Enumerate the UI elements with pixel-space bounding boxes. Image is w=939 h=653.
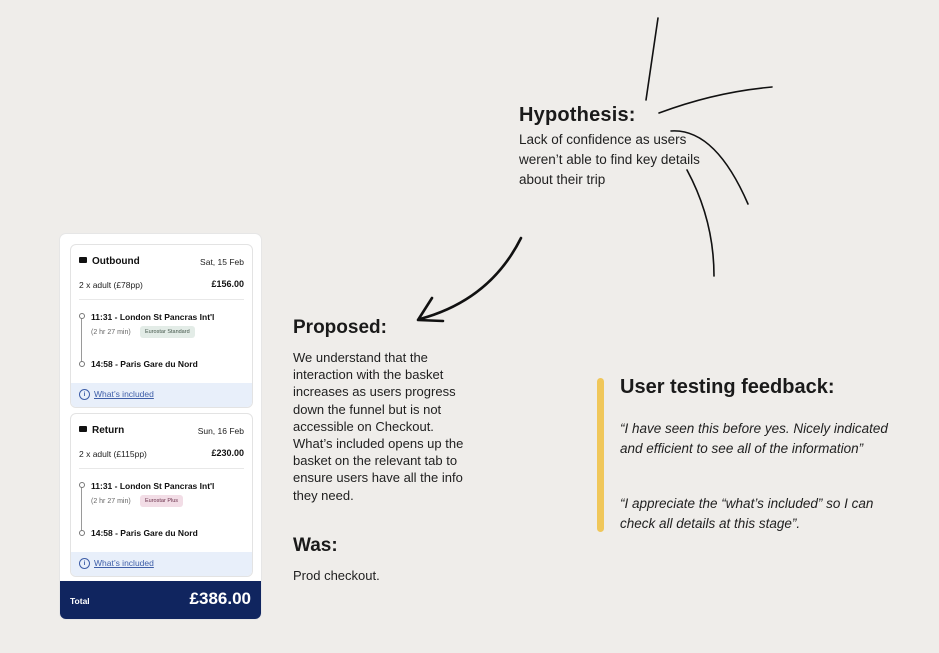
- whats-included-link[interactable]: What’s included: [94, 389, 154, 399]
- hypothesis-body: Lack of confidence as users weren’t able to find key details about their trip: [519, 132, 700, 187]
- return-departure: 11:31 - London St Pancras Int'l: [91, 481, 215, 491]
- timeline-dot: [79, 530, 85, 536]
- whats-included-row: [71, 552, 252, 576]
- timeline-line: [81, 485, 82, 533]
- timeline-dot: [79, 313, 85, 319]
- outbound-date: Sat, 15 Feb: [200, 257, 244, 267]
- outbound-departure: 11:31 - London St Pancras Int'l: [91, 312, 215, 322]
- outbound-header: [79, 256, 140, 267]
- feedback-quote: “I appreciate the “what’s included” so I can check all details at this stage”.: [620, 496, 874, 531]
- info-icon: i: [79, 389, 90, 400]
- return-date: Sun, 16 Feb: [197, 426, 244, 436]
- proposed-body: We understand that the interaction with the basket increases as users progress down the funnel but is not accessible on Checkout. What’s included opens up the basket on the relevant tab to ensure users have all the info they need.: [293, 350, 464, 503]
- return-passengers: 2 x adult (£115pp): [79, 449, 147, 459]
- fare-class-badge: Eurostar Standard: [140, 326, 195, 338]
- was-body: Prod checkout.: [293, 568, 380, 583]
- return-price: £230.00: [211, 448, 244, 458]
- total-label: Total: [70, 596, 90, 606]
- arrow-stroke: [420, 238, 521, 319]
- outbound-price: £156.00: [211, 279, 244, 289]
- total-value: £386.00: [189, 589, 251, 608]
- outbound-arrival: 14:58 - Paris Gare du Nord: [91, 359, 198, 369]
- return-arrival: 14:58 - Paris Gare du Nord: [91, 528, 198, 538]
- divider: [79, 299, 244, 300]
- divider: [79, 468, 244, 469]
- return-journey-card: [70, 413, 253, 577]
- outbound-passengers: 2 x adult (£78pp): [79, 280, 143, 290]
- train-icon: [79, 257, 87, 263]
- return-header: [79, 425, 124, 436]
- emphasis-stroke: [659, 87, 772, 113]
- info-icon: i: [79, 558, 90, 569]
- feedback-quote: “I have seen this before yes. Nicely indicated and efficient to see all of the information”: [620, 421, 888, 456]
- basket-card: [60, 234, 261, 619]
- proposed-title: Proposed:: [293, 317, 387, 338]
- whats-included-link[interactable]: What’s included: [94, 558, 154, 568]
- feedback-accent-bar: [597, 378, 604, 532]
- outbound-duration: (2 hr 27 min): [91, 329, 131, 336]
- train-icon: [79, 426, 87, 432]
- total-bar: [60, 581, 261, 619]
- emphasis-stroke: [646, 18, 658, 100]
- outbound-label: Outbound: [92, 256, 140, 267]
- outbound-journey-card: [70, 244, 253, 408]
- timeline-dot: [79, 482, 85, 488]
- timeline-dot: [79, 361, 85, 367]
- feedback-title: User testing feedback:: [620, 376, 835, 398]
- whats-included-row: [71, 383, 252, 407]
- return-label: Return: [92, 425, 125, 436]
- was-title: Was:: [293, 535, 338, 556]
- fare-class-badge: Eurostar Plus: [140, 495, 183, 507]
- return-duration: (2 hr 27 min): [91, 498, 131, 505]
- timeline-line: [81, 316, 82, 364]
- hypothesis-title: Hypothesis:: [519, 104, 636, 126]
